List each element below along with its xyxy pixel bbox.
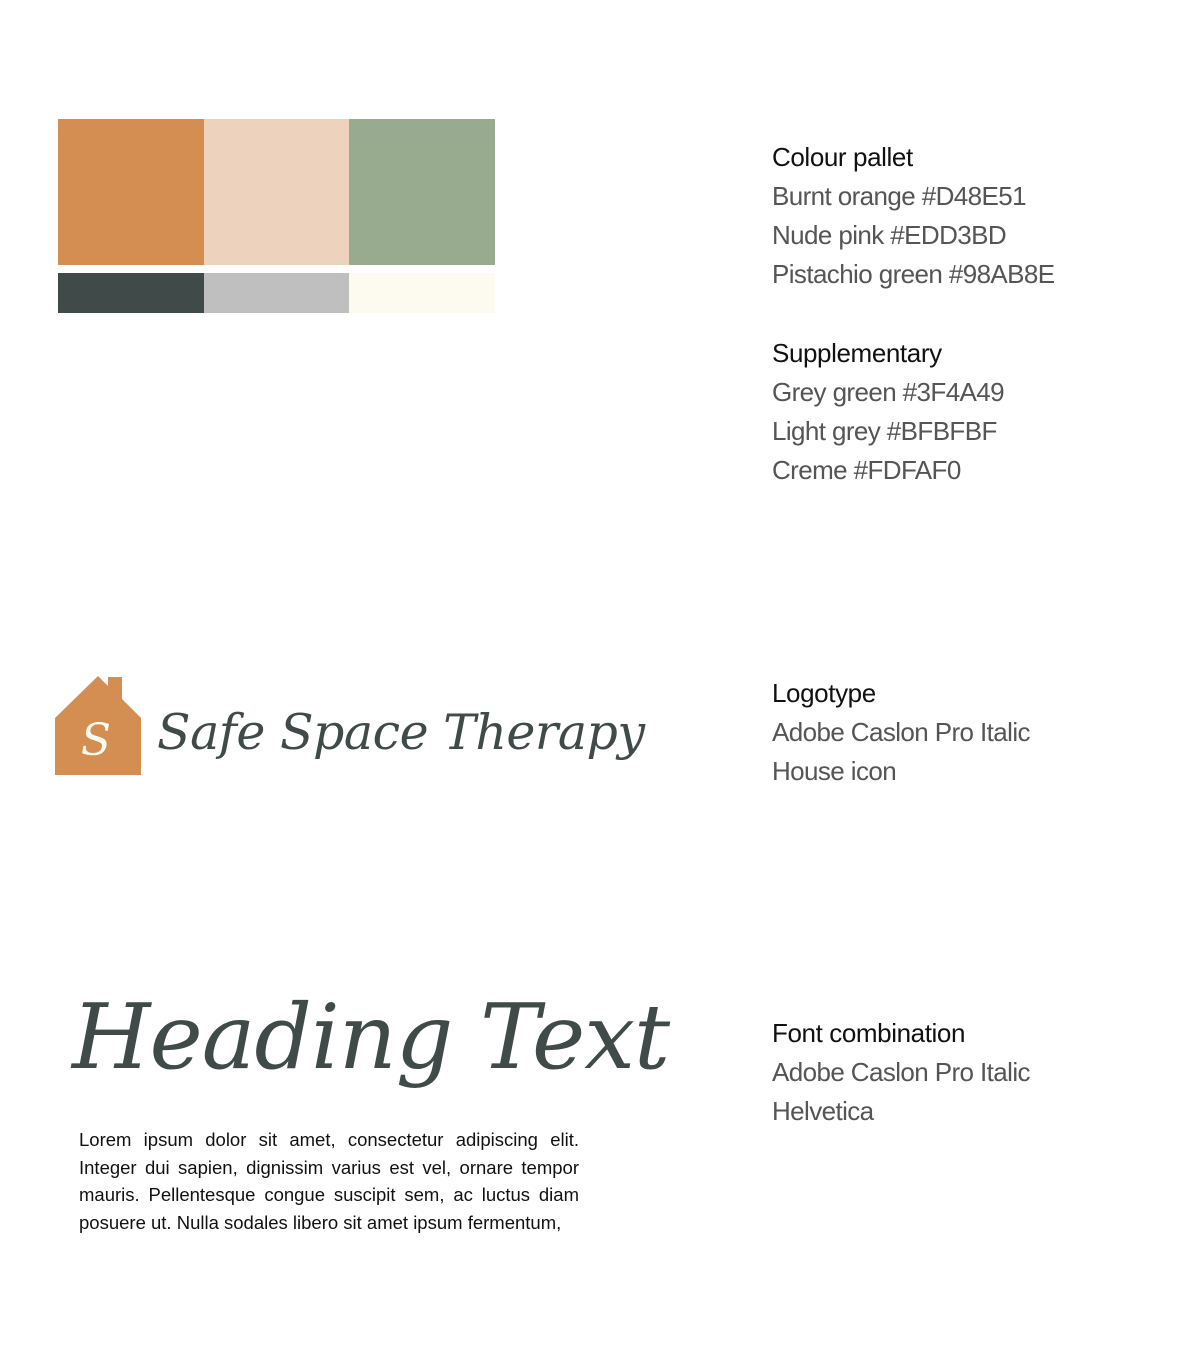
font-combination-heading: Font combination bbox=[772, 1018, 966, 1048]
supp-line-light-grey: Light grey #BFBFBF bbox=[772, 416, 997, 446]
font-line-body-font: Helvetica bbox=[772, 1096, 874, 1126]
swatch-nude-pink bbox=[204, 119, 350, 265]
colour-line-burnt-orange: Burnt orange #D48E51 bbox=[772, 181, 1026, 211]
heading-text-sample: Heading Text bbox=[72, 985, 670, 1090]
supp-line-grey-green: Grey green #3F4A49 bbox=[772, 377, 1005, 407]
colour-line-nude-pink: Nude pink #EDD3BD bbox=[772, 220, 1007, 250]
body-text-sample: Lorem ipsum dolor sit amet, consectetur adipiscing elit. Integer dui sapien, dignissim varius est vel, ornare tempor mauris. Pellentesque congue suscipit sem, ac luctus diam posuere ut. Nulla sodales libero sit amet ipsum fermentum, bbox=[79, 1129, 579, 1233]
font-combination-info bbox=[772, 1014, 1030, 1131]
swatch-pistachio-green bbox=[349, 119, 495, 265]
house-icon bbox=[55, 676, 141, 775]
colour-line-pistachio-green: Pistachio green #98AB8E bbox=[772, 259, 1055, 289]
logo-wordmark: Safe Space Therapy bbox=[157, 704, 645, 761]
logotype-info bbox=[772, 674, 1030, 791]
swatch-creme bbox=[349, 273, 495, 313]
font-line-heading-font: Adobe Caslon Pro Italic bbox=[772, 1057, 1030, 1087]
swatch-burnt-orange bbox=[58, 119, 204, 265]
logotype-line-font: Adobe Caslon Pro Italic bbox=[772, 717, 1030, 747]
supplementary-info bbox=[772, 334, 1004, 490]
colour-pallet-heading: Colour pallet bbox=[772, 142, 913, 172]
supplementary-heading: Supplementary bbox=[772, 338, 942, 368]
logotype-heading: Logotype bbox=[772, 678, 876, 708]
safe-space-therapy-logo bbox=[55, 676, 645, 786]
logo-monogram: S bbox=[80, 715, 112, 766]
colour-pallet-info bbox=[772, 138, 1055, 294]
swatch-light-grey bbox=[204, 273, 350, 313]
swatch-grey-green bbox=[58, 273, 204, 313]
supp-line-creme: Creme #FDFAF0 bbox=[772, 455, 961, 485]
logotype-line-icon: House icon bbox=[772, 756, 897, 786]
